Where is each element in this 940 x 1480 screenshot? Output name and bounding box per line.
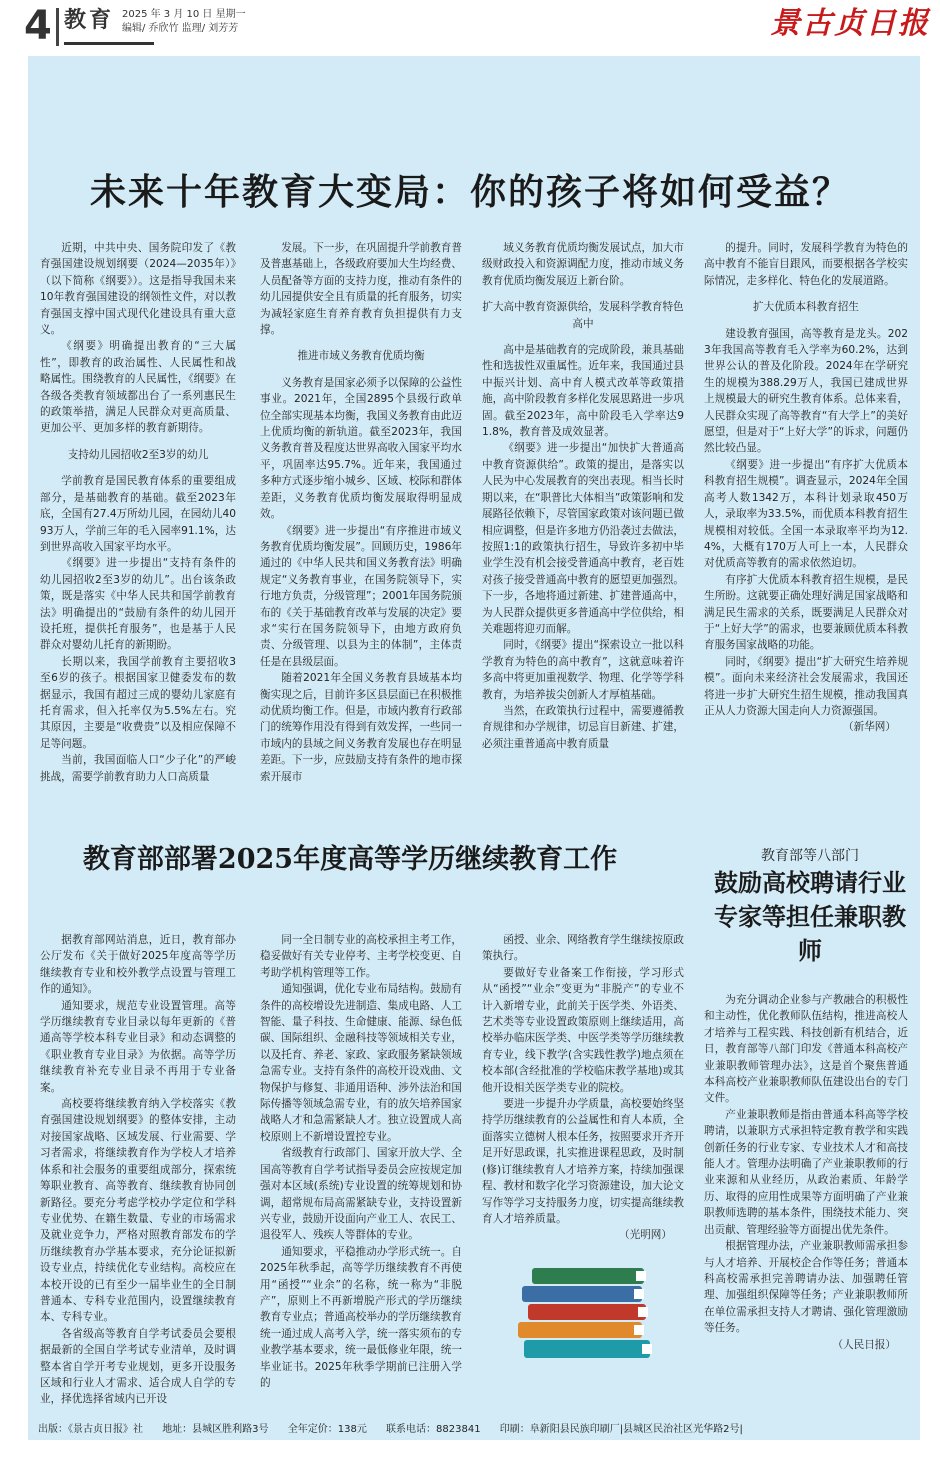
page-number: 4 (24, 3, 52, 49)
article2-column-2 (260, 932, 462, 1408)
paragraph: 要进一步提升办学质量，高校要始终坚持学历继续教育的公益属性和育人本质，全面落实立德树人根本任务，按照要求开齐开足开好思政课，扎实推进课程思政，及时制(修)订继续教育人才培养方案，持续加强课程、教材和数字化学习资源建设，加大论文写作等学习支持服务力度，切实提高继续教育人才培养质量。 (482, 1098, 684, 1225)
paragraph: 的提升。同时，发展科学教育为特色的高中教育不能盲目跟风，而要根据各学校实际情况，走多样化、特色化的发展道路。 (704, 242, 908, 287)
subheading: 推进市域义务教育优质均衡 (297, 350, 425, 363)
headline-main: 未来十年教育大变局：你的孩子将如何受益？ (89, 171, 850, 213)
headline-continuing-education: 教育部部署2025年度高等学历继续教育工作 (82, 844, 618, 875)
article1-column-1 (40, 240, 236, 820)
paragraph: 发展。下一步，在巩固提升学前教育普及普惠基础上，各级政府要加大生均经费、人员配备等方面的支持力度，推动有条件的幼儿园提供安全且有质量的托育服务，切实为减轻家庭生育养育教育负担提供有力支撑。 (260, 242, 462, 337)
paragraph: 同一全日制专业的高校承担主考工作，稳妥做好有关专业停考、主考学校变更、自考助学机构管理等工作。 (260, 934, 462, 979)
paragraph: 通知强调，优化专业布局结构。鼓励有条件的高校增设先进制造、集成电路、人工智能、量子科技、生命健康、能源、绿色低碳、国际组织、金融科技等领域相关专业，以及托育、养老、家政、家政服务紧缺领域急需专业。支持有条件的高校开设戏曲、文物保护与修复、非通用语种、涉外法治和国际传播等领域急需专业，有的放矢培养国家战略人才和急需紧缺人才。独立设置成人高校原则上不新增设置控专业。 (260, 983, 462, 1143)
paragraph: 《纲要》进一步提出“支持有条件的幼儿园招收2至3岁的幼儿”。出台该条政策，既是落实《中华人民共和国学前教育法》明确提出的“鼓励有条件的幼儿园开设托班，提供托育服务”，也是基于人民群众对婴幼儿托育的新期盼。 (40, 557, 236, 652)
headline-line-1: 鼓励高校聘请行业 (714, 868, 906, 897)
paragraph: 同时，《纲要》提出“探索设立一批以科学教育为特色的高中教育”，这就意味着许多高中将更加重视数学、物理、化学等学科教育，为培养拔尖创新人才厚植基础。 (482, 639, 684, 701)
paragraph: 有序扩大优质本科教育招生规模，是民生所盼。这就要正确处理好满足国家战略和满足民生需求的关系，既要满足人民群众对于“上好大学”的需求，也要兼顾优质本科教育服务国家战略的功能。 (704, 573, 908, 652)
article1-column-2 (260, 240, 462, 820)
paragraph: 通知要求，规范专业设置管理。高等学历继续教育专业目录以每年更新的《普通高等学校本科专业目录》和动态调整的《职业教育专业目录》为依据。高等学历继续教育补充专业目录不再用于专业备案。 (40, 999, 236, 1094)
paragraph: 据教育部网站消息，近日，教育部办公厅发布《关于做好2025年度高等学历继续教育专业和校外教学点设置与管理工作的通知》。 (40, 934, 236, 996)
paragraph: 近期，中共中央、国务院印发了《教育强国建设规划纲要（2024—2035年）》（以下简称《纲要》）。这是指导我国未来10年教育强国建设的纲领性文件，对以教育强国支撑中国式现代化建设具有重大意义。 (40, 242, 236, 337)
paragraph: 高中是基础教育的完成阶段，兼具基础性和选拔性双重属性。近年来，我国通过县中振兴计划、高中育人模式改革等政策措施，高中阶段教育多样化发展思路进一步巩固。截至2023年，高中阶段毛入学率达91.8%，教育普及成效显著。 (482, 344, 684, 439)
paragraph: 《纲要》进一步提出“加快扩大普通高中教育资源供给”。政策的提出，是落实以人民为中心发展教育的突出表现。相当长时期以来，在“职普比大体相当”政策影响和发展路径依赖下，尽管国家政策对该问题已做相应调整，但是许多地方仍沿袭过去做法，按照1:1的政策执行招生，导致许多初中毕业学生没有机会接受普通高中教育，老百姓对孩子接受普通高中教育的愿望更加强烈。下一步，各地将通过新建、扩建普通高中，为人民群众提供更多普通高中学位供给，相关难题将迎刃而解。 (482, 442, 684, 635)
paragraph: 义务教育是国家必须予以保障的公益性事业。2021年，全国2895个县级行政单位全部实现基本均衡，我国义务教育由此迈上优质均衡的新轨道。截至2023年，我国义务教育普及程度达世界高收入国家平均水平，巩固率达95.7%。近年来，我国通过多种方式逐步缩小城乡、区域、校际和群体差距，义务教育优质均衡发展取得明显成效。 (260, 376, 462, 521)
paragraph: 域义务教育优质均衡发展试点，加大市级财政投入和资源调配力度，推动市域义务教育优质均衡发展迈上新台阶。 (482, 242, 684, 287)
paragraph: 同时，《纲要》提出“扩大研究生培养规模”。面向未来经济社会发展需求，我国还将进一步扩大研究生招生规模，推动我国真正从人力资源大国走向人力资源强国。 (704, 655, 908, 717)
paragraph: 高校要将继续教育纳入学校落实《教育强国建设规划纲要》的整体安排，主动对接国家战略、区域发展、行业需要、学习者需求，将继续教育作为学校人才培养体系和社会服务的重要组成部分，探索统筹职业教育、高等教育、继续教育协同创新路径。要充分考虑学校办学定位和学科专业优势、在籍生数量、专业的市场需求及就业竞争力，严格对照教育部发布的学历继续教育办学基本要求，充分论证拟新设专业点，持续优化专业结构。高校应在本校开设的已有至少一届毕业生的全日制普通本、专科专业范围内，设置继续教育本、专科专业。 (40, 1098, 236, 1324)
paragraph: 学前教育是国民教育体系的重要组成部分，是基础教育的基础。截至2023年底，全国有27.4万所幼儿园，在园幼儿4093万人，学前三年的毛入园率91.1%，达到世界高收入国家平均水平。 (40, 475, 236, 553)
books-stack-illustration (512, 1262, 662, 1366)
editor-credits: 编辑/ 乔欣竹 监理/ 刘芳芳 (122, 23, 239, 34)
article1-column-3 (482, 240, 684, 820)
source-credit: （光明网） (619, 1229, 672, 1242)
book-2 (522, 1286, 644, 1302)
paragraph: 长期以来，我国学前教育主要招收3至6岁的孩子。根据国家卫健委发布的数据显示，我国有超过三成的婴幼儿家庭有托育需求，但入托率仅为5.5%左右。究其原因，主要是“收费贵”以及相应保障不足等问题。 (40, 655, 236, 750)
paragraph: 《纲要》进一步提出“有序推进市域义务教育优质均衡发展”。回顾历史，1986年通过的《中华人民共和国义务教育法》明确规定“义务教育事业，在国务院领导下，实行地方负责，分级管理”；2001年国务院颁布的《关于基础教育改革与发展的决定》要求“实行在国务院领导下，由地方政府负责、分级管理、以县为主的体制”，主体责任是在县级层面。 (260, 524, 462, 668)
book-1 (532, 1268, 646, 1284)
paragraph: 产业兼职教师是指由普通本科高等学校聘请，以兼职方式承担特定教育教学和实践创新任务的行业专家、专业技术人才和高技能人才。管理办法明确了产业兼职教师的行业来源和从业经历，从政治素质、年龄学历、取得的应用性成果等方面明确了产业兼职教师选聘的基本条件，围绕技术能力、突出贡献、管理经验等方面提出优先条件。 (704, 1108, 908, 1236)
paragraph: 随着2021年全国义务教育县域基本均衡实现之后，目前许多区县层面已在积极推动优质均衡工作。但是，市域内教育行政部门的统筹作用没有得到有效发挥，一些同一市域内的县域之间义务教育发展也存在明显差距。下一步，应鼓励支持有条件的地市探索开展市 (260, 672, 462, 783)
subheading: 支持幼儿园招收2至3岁的幼儿 (67, 448, 209, 461)
section-underline (64, 42, 154, 45)
footer-publisher: 出版：《景古贞日报》社 (38, 1424, 143, 1435)
masthead (0, 0, 940, 56)
footer-phone: 联系电话：8823841 (386, 1424, 481, 1435)
paragraph: 为充分调动企业参与产教融合的积极性和主动性，优化教师队伍结构，推进高校人才培养与工程实践、科技创新有机结合，近日，教育部等八部门印发《普通本科高校产业兼职教师管理办法》，这是首个聚焦普通本科高校产业兼职教师队伍建设出台的专门文件。 (704, 994, 908, 1105)
divider (56, 8, 59, 46)
sidebar-kicker: 教育部等八部门 (761, 848, 859, 864)
book-5 (524, 1340, 652, 1358)
issue-meta (122, 8, 246, 36)
paragraph: 各省级高等教育自学考试委员会要根据最新的全国自学考试专业清单，及时调整本省自学开考专业规划，更多开设服务区域和行业人才需求、适合成人自学的专业，择优选择省域内已开设 (40, 1327, 236, 1406)
paragraph: 省级教育行政部门、国家开放大学、全国高等教育自学考试指导委员会应按规定加强对本区域(系统)专业设置的统筹规划和协调，超常规布局高需紧缺专业，支持设置新兴专业，鼓励开设面向产业工人、农民工、退役军人、残疾人等群体的专业。 (260, 1147, 462, 1242)
paragraph: 要做好专业备案工作衔接，学习形式从“函授”“业余”变更为“非脱产”的专业不计入新增专业，此前关于医学类、外语类、艺术类等专业设置政策原则上继续适用，高校举办临床医学类、中医学类等学历继续教育专业，线下教学(含实践性教学)地点须在校本部(含经批准的学校临床教学基地)或其他开设相关医学类专业的院校。 (482, 966, 684, 1094)
paragraph: 通知要求，平稳推动办学形式统一。自2025年秋季起，高等学历继续教育不再使用“函授”“业余”的名称，统一称为“非脱产”，原则上不再新增脱产形式的学历继续教育专业点；普通高校举办的学历继续教育统一通过成人高考入学，统一落实须布的专业教学基本要求，统一最低修业年限，统一毕业证书。2025年秋季学期前已注册入学的 (260, 1245, 462, 1389)
article1-column-4 (704, 240, 908, 820)
paragraph: 当前，我国面临人口“少子化”的严峻挑战，需要学前教育助力人口高质量 (40, 754, 236, 783)
source-credit: （人民日报） (832, 1338, 896, 1351)
headline-part-time-teachers (704, 866, 916, 968)
article2-column-1 (40, 932, 236, 1408)
article2-column-3 (482, 932, 684, 1248)
footer-bar (28, 1418, 920, 1442)
issue-date: 2025 年 3 月 10 日 星期一 (122, 9, 246, 20)
paragraph: 函授、业余、网络教育学生继续按原政策执行。 (482, 934, 684, 963)
paragraph: 《纲要》进一步提出“有序扩大优质本科教育招生规模”。调查显示，2024年全国高考人数1342万，本科计划录取450万人，录取率为33.5%，而优质本科教育招生规模相对较低。全国一本录取率平均为12.4%，大概有170万人可上一本，人民群众对优质高等教育的需求依然迫切。 (704, 458, 908, 570)
headline-line-2: 专家等担任兼职教师 (714, 902, 906, 965)
section-name: 教育 (64, 8, 115, 33)
newspaper-logo: 景古贞日报 (770, 6, 930, 41)
footer-printer: 印刷：阜新阳县民族印刷厂|县城区民治社区光华路2号| (499, 1424, 743, 1435)
paragraph: 当然，在政策执行过程中，需要遵循教育规律和办学规律，切忌盲目新建、扩建，必须注重普通高中教育质量 (482, 704, 684, 750)
source-credit: （新华网） (843, 721, 896, 734)
paragraph: 根据管理办法，产业兼职教师需承担参与人才培养、开展校企合作等任务；普通本科高校需承担完善聘请办法、加强聘任管理、加强组织保障等任务；产业兼职教师所在单位需承担支持人才聘请、强化管理激励等任务。 (704, 1240, 908, 1335)
book-3 (528, 1304, 648, 1320)
paragraph: 《纲要》明确提出教育的“三大属性”，即教育的政治属性、人民属性和战略属性。围绕教育的人民属性，《纲要》在各级各类教育领域都出台了一系列惠民生的政策举措，满足人民群众对更高质量、更加公平、更加多样的教育新期待。 (40, 340, 236, 435)
article3-column-1 (704, 992, 908, 1408)
subheading: 扩大优质本科教育招生 (753, 301, 859, 314)
footer-price: 全年定价：138元 (287, 1424, 367, 1435)
paragraph: 建设教育强国，高等教育是龙头。2023年我国高等教育毛入学率为60.2%，达到世界公认的普及化阶段。2024年在学研究生的规模为388.29万人，我国已建成世界上规模最大的研究生教育体系。总体来看，人民群众实现了高等教育“有大学上”的美好愿望，但是对于“上好大学”的诉求，问题仍然比较凸显。 (704, 327, 908, 455)
book-4 (518, 1322, 644, 1338)
subheading: 扩大高中教育资源供给，发展科学教育特色高中 (482, 301, 684, 330)
footer-address: 地址：县城区胜利路3号 (162, 1424, 269, 1435)
